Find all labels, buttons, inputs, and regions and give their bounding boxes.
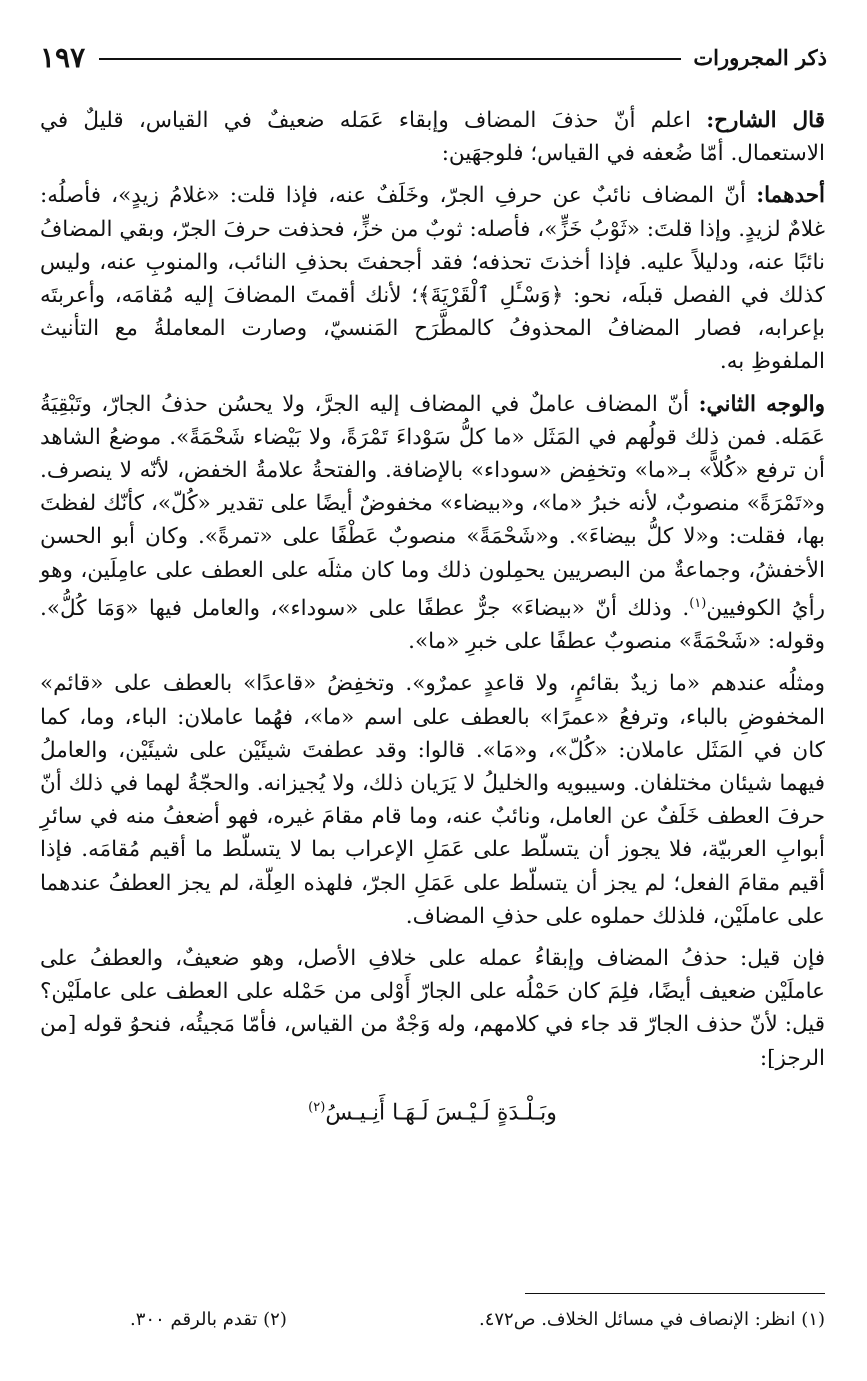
paragraph-text: ومثلُه عندهم «ما زيدٌ بقائمٍ، ولا قاعدٍ عمرٌو». وتخفِضُ «قاعدًا» بالعطف على «قائم» المخفوضِ بالباء، وترفعُ «عمرًا» بالعطف على اسم «ما»، فهُما عاملان: الباء، وما، كما كان في المَثَل عاملان: «كُلّ»، و«مَا». قالوا: وقد عطفتَ شيئَيْن على شيئَيْن، والعاملُ فيهما شيئان مختلفان. وسيبويه والخليلُ لا يَرَيان ذلك، ولا يُجيزانه. والحجّةُ لهما في ذلك أنّ حرفَ العطف خَلَفٌ عن العامل، ونائبٌ عنه، وما قام مقامَ غيره، فهو أضعفُ منه في سائرِ أبوابِ العربيّة، فلا يجوز أن يتسلّط على عَمَلِ الإعراب بما لا يتسلّط ما أقيم مُقامَه. فإذا أقيم مقامَ الفعل؛ لم يجز أن يتسلّط على عَمَلِ الجرّ، فلهذه العِلّة، لم يجز العطفُ عندهما على عاملَيْن، فلذلك حملوه على حذفِ المضاف. bbox=[40, 671, 825, 929]
footnote-2: (٢) تقدم بالرقم ٣٠٠. bbox=[130, 1309, 287, 1330]
footnote-marker-1[interactable]: (١) bbox=[689, 595, 707, 611]
footnote-marker-2[interactable]: (٢) bbox=[308, 1099, 326, 1115]
paragraph-objection bbox=[40, 942, 825, 1075]
footnote-1: (١) انظر: الإنصاف في مسائل الخلاف. ص٤٧٢. bbox=[478, 1309, 825, 1330]
paragraph-text: فإن قيل: حذفُ المضاف وإبقاءُ عمله على خلافِ الأصل، وهو ضعيفٌ، والعطفُ على عاملَيْن ضعيف أيضًا، فلِمَ كان حَمْلُه على الجارّ أَوْلى من حَمْله على العطف على عاملَيْن؟ قيل: لأنّ حذف الجارّ قد جاء في كلامهم، وله وَجْهٌ من القياس، فأمّا مَجيئُه، فنحوُ قوله [من الرجز]: bbox=[40, 946, 825, 1071]
paragraph-example bbox=[40, 667, 825, 933]
footnotes bbox=[40, 1307, 825, 1333]
paragraph-lead: أحدهما: bbox=[756, 183, 825, 209]
paragraph-lead: والوجه الثاني: bbox=[698, 391, 825, 417]
paragraph-text-tail: . وذلك أنّ «بيضاءَ» جرٌّ عطفًا على «سوداء»، والعامل فيها «وَمَا كُلُّ». وقوله: «شَحْمَةً» منصوبٌ عطفًا على خبرِ «ما». bbox=[40, 596, 825, 655]
footnote-rule bbox=[525, 1293, 825, 1294]
paragraph-second-reason bbox=[40, 388, 825, 659]
paragraph-first-reason bbox=[40, 179, 825, 378]
page-number: ١٩٧ bbox=[40, 40, 86, 74]
paragraph-commentator bbox=[40, 104, 825, 170]
verse-line bbox=[40, 1091, 825, 1130]
chapter-title: ذكر المجرورات bbox=[693, 44, 827, 70]
paragraph-lead: قال الشارح: bbox=[706, 108, 825, 133]
paragraph-text: أنّ المضاف نائبٌ عن حرفِ الجرّ، وخَلَفٌ عنه، فإذا قلت: «غلامُ زيدٍ»، فأصلُه: غلامٌ لزيدٍ. وإذا قلتَ: «ثَوْبُ خَزٍّ»، فأصله: ثوبٌ من خزٍّ، فحذفت حرفَ الجرّ، وبقي المضافُ نائبًا عنه، ودليلاً عليه. فإذا أخذتَ تحذفه؛ فقد أجحفتَ بحذفِ النائب، والمنوبِ عنه، وليس كذلك في الفصل قبلَه، نحو: ﴿وَسْـَٔلِ ٱلْقَرْيَةَ﴾؛ لأنك أقمتَ المضافَ إليه مُقامَه، وأعربتَه بإعرابه، فصار المضافُ المحذوفُ كالمطَّرَح المَنسيّ، وصارت المعاملةُ مع التأنيث الملفوظِ به. bbox=[40, 183, 825, 375]
main-text bbox=[40, 104, 825, 1129]
paragraph-text: اعلم أنّ حذفَ المضاف وإبقاء عَمَله ضعيفٌ في القياس، قليلٌ في الاستعمال. أمّا ضُعفه في القياس؛ فلوجهَين: bbox=[40, 108, 825, 167]
running-header bbox=[40, 36, 827, 78]
verse-text: وبَـلْـدَةٍ لَـيْـسَ لَـهَـا أَنِـيـسُ bbox=[325, 1100, 557, 1126]
paragraph-text: أنّ المضاف عاملٌ في المضاف إليه الجرَّ، ولا يحسُن حذفُ الجارّ، وتَبْقِيَةُ عَمَله. فمن ذلك قولُهم في المَثَل «ما كلُّ سَوْداءَ تَمْرَةً، ولا بَيْضاء شَحْمَةً». موضعُ الشاهد أن ترفع «كُلاًّ» بـ«ما» وتخفِض «سوداء» بالإضافة. والفتحةُ علامةُ الخفض، لأنّه لا ينصرف. و«تَمْرَةً» منصوبٌ، لأنه خبرُ «ما»، و«بيضاء» مخفوضٌ أيضًا على تقدير «كُلّ»، كأنّك لفظتَ بها، فقلت: و«لا كلُّ بيضاءَ». و«شَحْمَةً» منصوبٌ عَطْفًا على «تمرةً». وكان أبو الحسن الأخفشُ، وجماعةٌ من البصريين يحمِلون ذلك وما كان مثلَه على العطف على عامِلَين، وهو رأيُ الكوفيين bbox=[40, 391, 825, 621]
header-rule bbox=[99, 58, 681, 60]
